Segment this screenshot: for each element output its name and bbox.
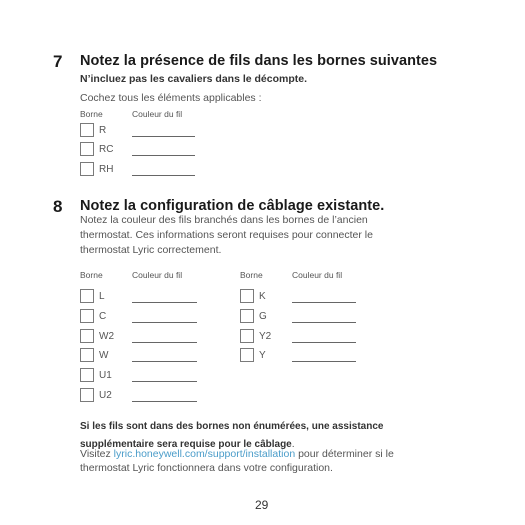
terminal-label: L [99,291,105,302]
terminal-row-g [240,309,360,325]
terminal-l-checkbox[interactable] [80,289,94,303]
terminal-u2-checkbox[interactable] [80,388,94,402]
wire-color-field[interactable] [292,361,356,362]
wire-color-field[interactable] [132,155,195,156]
note-visit-line [80,447,394,461]
section-8-left-col-terminal: Borne [80,270,103,280]
terminal-label: K [259,291,266,302]
note-visit-text: Visitez [80,448,114,460]
terminal-label: C [99,311,107,322]
wire-color-field[interactable] [132,302,197,303]
terminal-row-rc [80,142,200,158]
terminal-row-y [240,348,360,364]
terminal-row-u1 [80,368,200,384]
terminal-label: Y2 [259,331,272,342]
terminal-row-u2 [80,388,200,404]
terminal-g-checkbox[interactable] [240,309,254,323]
terminal-w2-checkbox[interactable] [80,329,94,343]
wire-color-field[interactable] [132,381,197,382]
section-8-right-col-color: Couleur du fil [292,270,343,280]
terminal-label: W [99,350,109,361]
terminal-label: U1 [99,370,112,381]
section-8-left-col-color: Couleur du fil [132,270,183,280]
terminal-row-k [240,289,360,305]
terminal-row-r [80,123,200,139]
section-8-right-col-terminal: Borne [240,270,263,280]
section-7-col-terminal: Borne [80,109,103,119]
terminal-row-l [80,289,200,305]
terminal-label: W2 [99,331,114,342]
wire-color-field[interactable] [292,342,356,343]
section-8-heading: Notez la configuration de câblage existante. [80,198,385,214]
terminal-row-c [80,309,200,325]
terminal-w-checkbox[interactable] [80,348,94,362]
wire-color-field[interactable] [292,322,356,323]
terminal-y-checkbox[interactable] [240,348,254,362]
section-7-col-color: Couleur du fil [132,109,183,119]
note-period: . [291,438,295,450]
note-after-link-text: pour déterminer si le [295,448,394,460]
support-link[interactable]: lyric.honeywell.com/support/installation [113,448,296,460]
section-8-body-line-3: thermostat Lyric correctement. [80,244,222,256]
terminal-r-checkbox[interactable] [80,123,94,137]
terminal-k-checkbox[interactable] [240,289,254,303]
terminal-u1-checkbox[interactable] [80,368,94,382]
wire-color-field[interactable] [132,342,197,343]
wire-color-field[interactable] [132,322,197,323]
terminal-y2-checkbox[interactable] [240,329,254,343]
terminal-row-rh [80,162,200,178]
terminal-label: Y [259,350,266,361]
terminal-label: G [259,311,267,322]
terminal-row-y2 [240,329,360,345]
terminal-label: RC [99,144,114,155]
page-number: 29 [255,498,269,512]
terminal-row-w [80,348,200,364]
section-7-subheading: N’incluez pas les cavaliers dans le décompte. [80,73,308,85]
terminal-label: R [99,125,107,136]
terminal-rc-checkbox[interactable] [80,142,94,156]
section-7-instruction: Cochez tous les éléments applicables : [80,92,262,104]
wire-color-field[interactable] [132,136,195,137]
section-7-heading: Notez la présence de fils dans les bornes suivantes [80,53,438,69]
wire-color-field[interactable] [132,401,197,402]
section-8-body-line-1: Notez la couleur des fils branchés dans les bornes de l’ancien [80,214,368,226]
wire-color-field[interactable] [132,361,197,362]
section-7-number: 7 [53,52,63,71]
terminal-label: U2 [99,390,112,401]
note-last-line: thermostat Lyric fonctionnera dans votre configuration. [80,462,333,474]
terminal-label: RH [99,164,114,175]
terminal-rh-checkbox[interactable] [80,162,94,176]
note-bold-line-2: supplémentaire sera requise pour le câblage [80,439,292,450]
section-8-number: 8 [53,197,63,216]
note-bold-line-1: Si les fils sont dans des bornes non énumérées, une assistance [80,421,384,432]
terminal-row-w2 [80,329,200,345]
section-8-body-line-2: thermostat. Ces informations seront requises pour connecter le [80,229,373,241]
wire-color-field[interactable] [292,302,356,303]
wire-color-field[interactable] [132,175,195,176]
terminal-c-checkbox[interactable] [80,309,94,323]
